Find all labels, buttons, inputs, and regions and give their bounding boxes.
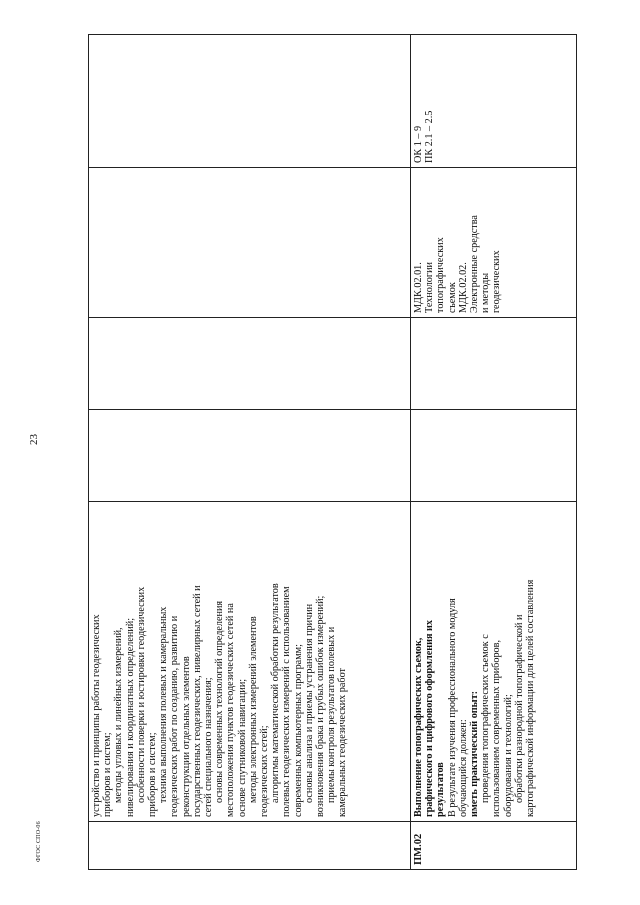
module-body-line: В результате изучения профессионального модуля <box>446 598 458 817</box>
knowledge-line: методы угловых и линейных измерений, <box>113 627 125 803</box>
module-body-line: использованием современных приборов, <box>491 639 503 817</box>
competence-line: ПК 2.1 – 2.5 <box>424 110 436 163</box>
page-number: 23 <box>28 434 40 445</box>
mdk-cell <box>411 168 577 318</box>
footer-code: ФГОС СПО-06 <box>36 821 42 862</box>
knowledge-line: геодезических работ по созданию, развитию и <box>169 615 181 817</box>
empty-cell <box>89 318 411 410</box>
knowledge-line: основы анализа и приемы устранения причин <box>303 603 315 803</box>
knowledge-line: основе спутниковой навигации; <box>236 678 248 817</box>
empty-cell <box>89 35 411 168</box>
mdk-line: Электронные средства <box>469 215 481 313</box>
module-title-line: результатов <box>435 762 447 817</box>
module-title-line: графического и цифрового оформления их <box>424 620 436 817</box>
knowledge-line: возникновения брака и грубых ошибок измерений; <box>315 595 327 817</box>
competence-line: ОК 1 – 9 <box>413 125 424 163</box>
competence-cell <box>411 35 577 168</box>
knowledge-line: современных компьютерных программ; <box>292 644 304 817</box>
knowledge-line: особенности поверки и юстировки геодезических <box>135 586 147 803</box>
knowledge-line: методы электронных измерений элементов <box>247 616 259 803</box>
knowledge-cell <box>89 502 411 822</box>
knowledge-line: сетей специального назначения; <box>203 677 215 817</box>
table-row <box>411 35 577 870</box>
knowledge-line: приемы контроля результатов полевых и <box>326 626 338 803</box>
knowledge-line: местоположения пунктов геодезических сетей на <box>225 603 237 817</box>
knowledge-line: государственных геодезических, нивелирных сетей и <box>191 585 203 817</box>
module-code-cell <box>411 822 577 870</box>
mdk-line: топографических <box>435 237 447 313</box>
knowledge-line: алгоритмы математической обработки результатов <box>270 583 282 803</box>
module-body-line: обучающийся должен: <box>457 719 469 817</box>
module-body-line: картографической информации для целей составления <box>525 579 537 817</box>
module-code-cell <box>89 822 411 870</box>
mdk-line: МДК.02.01. <box>413 262 424 313</box>
knowledge-line: геодезических сетей; <box>259 725 271 817</box>
empty-cell <box>89 168 411 318</box>
module-body-line: оборудования и технологий; <box>502 694 514 817</box>
mdk-line: и методы <box>480 272 492 313</box>
mdk-line: геодезических <box>491 250 503 313</box>
module-body-line: обработки разнородной топографической и <box>513 614 525 803</box>
knowledge-line: камеральных геодезических работ <box>337 667 349 817</box>
empty-cell <box>89 410 411 502</box>
knowledge-line: техника выполнения полевых и камеральных <box>158 606 170 803</box>
empty-cell <box>411 318 577 410</box>
module-title-line: Выполнение топографических съемок, <box>413 637 424 817</box>
module-code: ПМ.02 <box>413 833 424 865</box>
mdk-line: МДК.02.02. <box>457 262 469 313</box>
knowledge-line: полевых геодезических измерений с использованием <box>281 586 293 817</box>
module-body-line: иметь практический опыт: <box>469 690 481 817</box>
mdk-line: Технологии <box>424 262 436 313</box>
knowledge-line: приборов и систем; <box>102 732 114 817</box>
knowledge-line: основы современных технологий определения <box>214 600 226 803</box>
module-body-line: проведения топографических съемок с <box>480 634 492 803</box>
curriculum-table <box>88 35 576 870</box>
knowledge-line: реконструкции отдельных элементов <box>180 656 192 817</box>
knowledge-line: устройство и принципы работы геодезических <box>91 614 102 817</box>
mdk-line: съемок <box>446 282 458 313</box>
table-row <box>89 35 411 870</box>
empty-cell <box>411 410 577 502</box>
knowledge-line: приборов и систем; <box>147 732 159 817</box>
knowledge-line: нивелирования и координатных определений; <box>124 617 136 817</box>
module-description-cell <box>411 502 577 822</box>
